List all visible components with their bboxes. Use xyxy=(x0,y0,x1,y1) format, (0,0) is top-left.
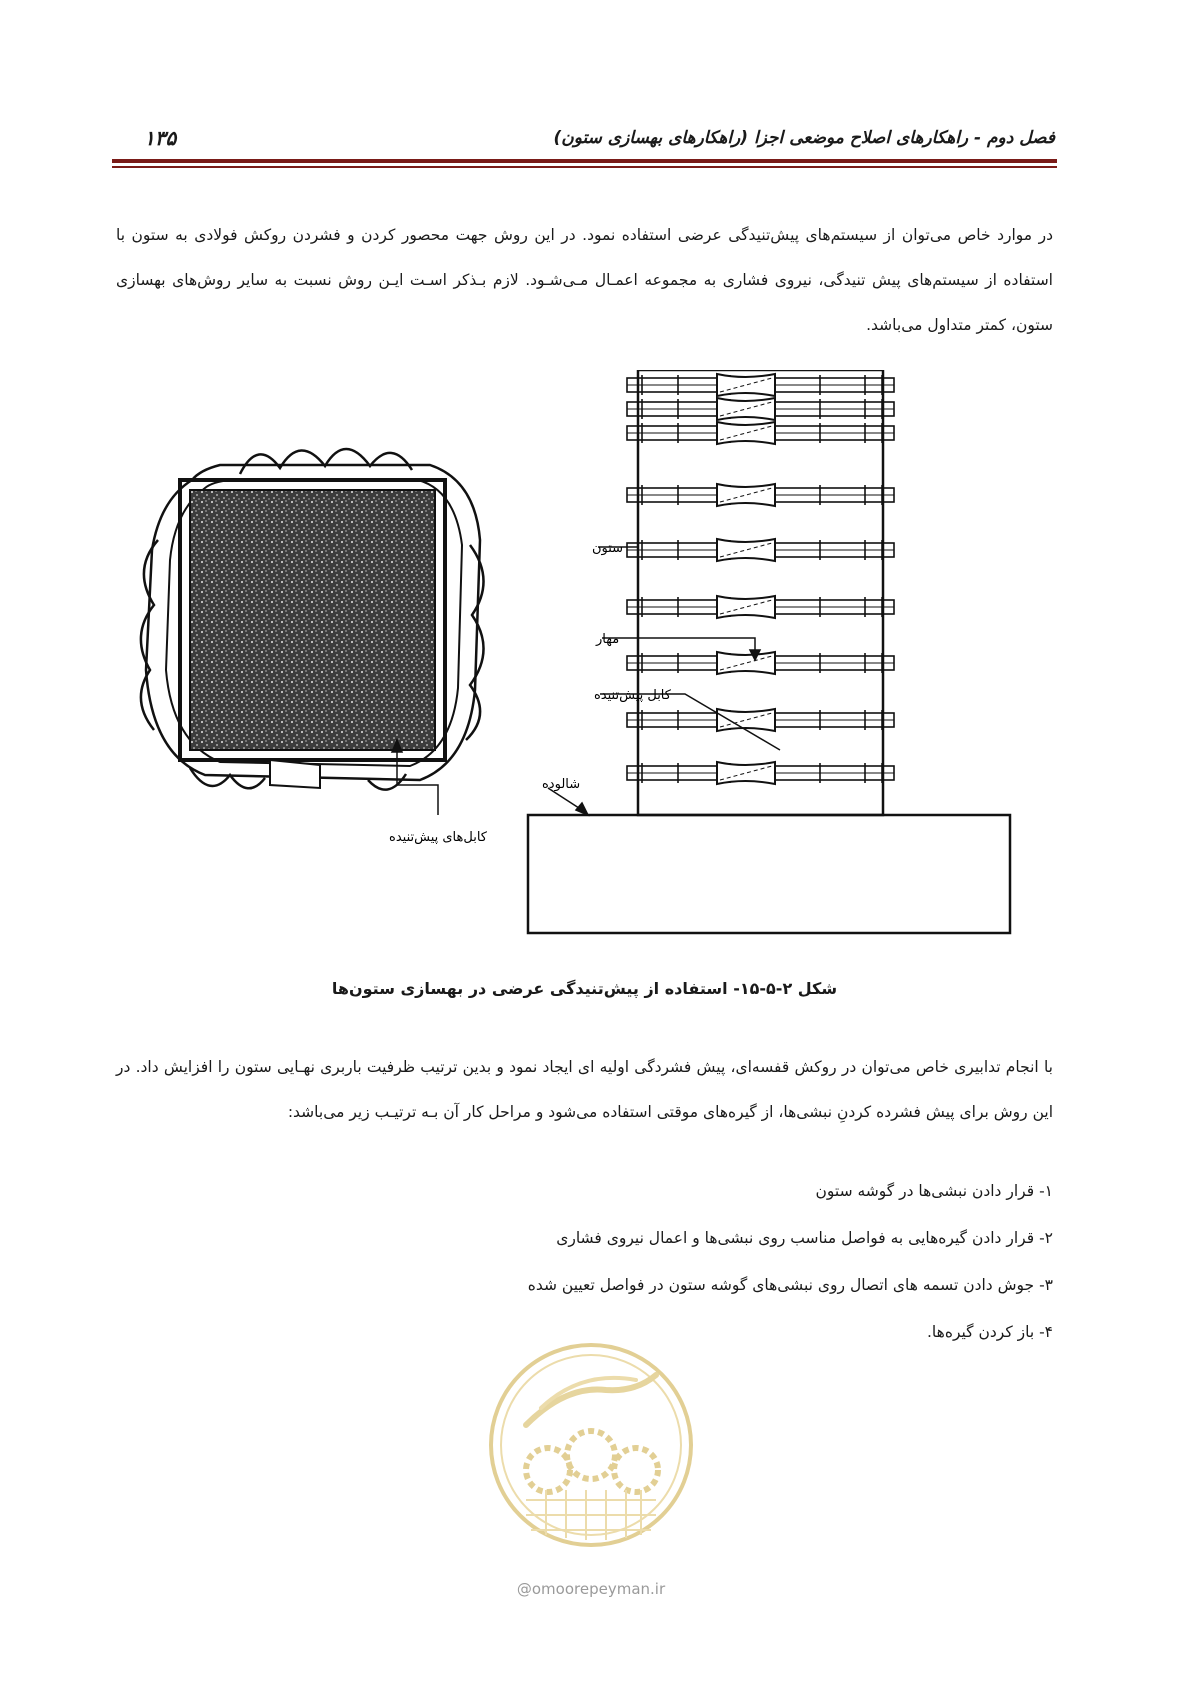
figure-caption: شکل ۲-۵-۱۵- استفاده از پیش‌تنیدگی عرضی در بهسازی ستون‌ها xyxy=(331,979,838,998)
watermark-url: @omoorepeyman.ir xyxy=(516,1580,666,1598)
procedure-paragraph: با انجام تدابیری خاص می‌توان در روکش قفسه‌ای، پیش فشردگی اولیه ای ایجاد نمود و بدین ترتیب ظرفیت باربری نهـایی ستون را افزایش داد. در این روش برای پیش فشرده کردنِ نبشی‌ها، از گیره‌های موقتی استفاده می‌شود و مراحل کار آن بـه ترتیـب زیر می‌باشد: xyxy=(116,1058,1053,1121)
cable-band xyxy=(627,539,894,561)
cable-band xyxy=(627,762,894,784)
label-foundation: شالوده xyxy=(542,777,581,792)
foundation-block xyxy=(528,815,1010,933)
anchor-wedge xyxy=(717,596,775,618)
anchor-wedge xyxy=(717,762,775,784)
intro-paragraph: در موارد خاص می‌توان از سیستم‌های پیش‌تنیدگی عرضی استفاده نمود. در این روش جهت محصور کردن و فشردن روکش فولادی به ستون با استفاده از سیستم‌های پیش تنیدگی، نیروی فشاری به مجموعه اعمـال مـی‌شـود. لازم بـذکر اسـت ایـن روش نسبت به سایر روش‌های بهسازی ستون، کمتر متداول می‌باشد. xyxy=(116,226,1053,334)
label-prestress-cables: کابل‌های پیش‌تنیده xyxy=(389,830,487,845)
column-cross-section xyxy=(141,449,484,790)
anchor-wedge xyxy=(717,374,775,396)
step-item: ۱- قرار دادن نبشی‌ها در گوشه ستون xyxy=(815,1182,1053,1200)
cable-band xyxy=(627,709,894,731)
step-item: ۴- باز کردن گیره‌ها. xyxy=(927,1323,1053,1341)
running-header-title: فصل دوم - راهکارهای اصلاح موضعی اجزا (راهکارهای بهسازی ستون) xyxy=(553,128,1055,148)
page-number: ۱۳۵ xyxy=(144,126,177,150)
label-column: ستون xyxy=(592,541,624,556)
label-anchor: مهار xyxy=(596,632,620,647)
step-item: ۳- جوش دادن تسمه های اتصال روی نبشی‌های گوشه ستون در فواصل تعیین شده xyxy=(527,1276,1053,1294)
anchor-wedge xyxy=(717,539,775,561)
seal-icon xyxy=(486,1330,696,1570)
anchor-block xyxy=(270,760,320,788)
leader-anchor xyxy=(602,638,755,652)
prestress-figure xyxy=(130,370,1060,955)
procedure-steps xyxy=(528,1168,1053,1356)
anchor-wedge xyxy=(717,484,775,506)
step-item: ۲- قرار دادن گیره‌هایی به فواصل مناسب روی نبشی‌ها و اعمال نیروی فشاری xyxy=(556,1229,1053,1247)
anchor-bumps-top xyxy=(240,449,412,474)
cable-band xyxy=(627,374,894,396)
anchor-bumps-right xyxy=(466,545,484,740)
header-rule-thin xyxy=(112,166,1057,168)
column-elevation xyxy=(528,370,1010,933)
anchor-wedge xyxy=(717,398,775,420)
header-rule-thick xyxy=(112,159,1057,163)
anchor-wedge xyxy=(717,709,775,731)
anchor-wedge xyxy=(717,422,775,444)
left-label-leader xyxy=(392,740,438,815)
concrete-core xyxy=(190,490,435,750)
anchor-wedge xyxy=(717,652,775,674)
cable-band xyxy=(627,484,894,506)
cable-band xyxy=(627,596,894,618)
cable-band xyxy=(627,422,894,444)
label-prestress-cable: کابل پیش‌تنیده xyxy=(594,688,671,703)
cable-band xyxy=(627,652,894,674)
watermark-domain: omoorepeyman.ir xyxy=(531,1580,666,1598)
watermark-logo xyxy=(486,1330,696,1615)
cable-band xyxy=(627,398,894,420)
